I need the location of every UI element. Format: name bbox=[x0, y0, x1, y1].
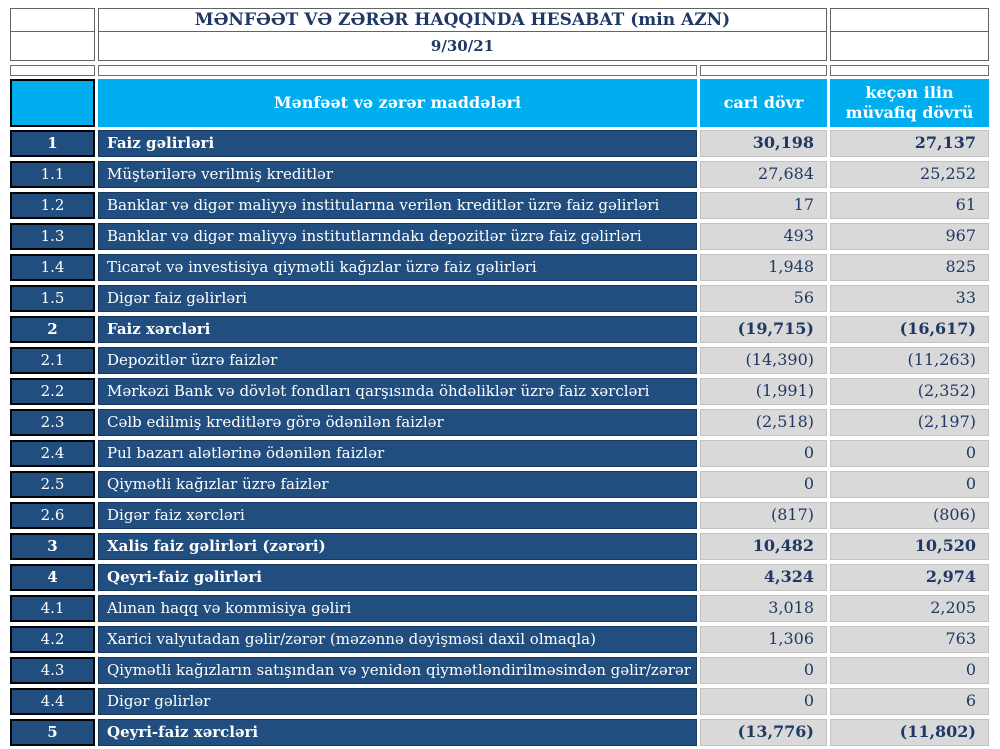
previous-value-cell: 0 bbox=[830, 471, 989, 498]
row-number-cell: 1.1 bbox=[10, 161, 95, 188]
item-label-cell: Banklar və digər maliyyə institutlarındakı depozitlər üzrə faiz gəlirləri bbox=[98, 223, 697, 250]
table-row bbox=[10, 161, 990, 188]
empty-cell bbox=[830, 31, 989, 61]
table-row bbox=[10, 502, 990, 529]
previous-value-cell: (11,263) bbox=[830, 347, 989, 374]
row-number-cell: 4.2 bbox=[10, 626, 95, 653]
table-row bbox=[10, 471, 990, 498]
row-number-cell: 2.2 bbox=[10, 378, 95, 405]
spacer-row bbox=[10, 65, 990, 76]
report-title: MƏNFƏƏT VƏ ZƏRƏR HAQQINDA HESABAT (min AZN) bbox=[98, 8, 827, 32]
table-row bbox=[10, 564, 990, 591]
previous-value-cell: (16,617) bbox=[830, 316, 989, 343]
current-value-cell: 4,324 bbox=[700, 564, 827, 591]
column-header-current-period: cari dövr bbox=[700, 79, 827, 127]
item-label-cell: Xarici valyutadan gəlir/zərər (məzənnə dəyişməsi daxil olmaqla) bbox=[98, 626, 697, 653]
column-header-row bbox=[10, 79, 990, 127]
row-number-cell: 2.1 bbox=[10, 347, 95, 374]
previous-value-cell: (806) bbox=[830, 502, 989, 529]
previous-value-cell: (11,802) bbox=[830, 719, 989, 746]
empty-cell bbox=[10, 31, 95, 61]
current-value-cell: (817) bbox=[700, 502, 827, 529]
row-number-cell: 2.5 bbox=[10, 471, 95, 498]
table-row bbox=[10, 595, 990, 622]
current-value-cell: 30,198 bbox=[700, 130, 827, 157]
item-label-cell: Xalis faiz gəlirləri (zərəri) bbox=[98, 533, 697, 560]
previous-value-cell: 0 bbox=[830, 440, 989, 467]
table-row bbox=[10, 533, 990, 560]
item-label-cell: Mərkəzi Bank və dövlət fondları qarşısında öhdəliklər üzrə faiz xərcləri bbox=[98, 378, 697, 405]
item-label-cell: Pul bazarı alətlərinə ödənilən faizlər bbox=[98, 440, 697, 467]
row-number-cell: 3 bbox=[10, 533, 95, 560]
item-label-cell: Ticarət və investisiya qiymətli kağızlar üzrə faiz gəlirləri bbox=[98, 254, 697, 281]
row-number-cell: 1.3 bbox=[10, 223, 95, 250]
table-row bbox=[10, 285, 990, 312]
empty-cell bbox=[10, 8, 95, 32]
previous-value-cell: 27,137 bbox=[830, 130, 989, 157]
current-value-cell: (2,518) bbox=[700, 409, 827, 436]
row-number-cell: 2.4 bbox=[10, 440, 95, 467]
table-row bbox=[10, 626, 990, 653]
current-value-cell: 56 bbox=[700, 285, 827, 312]
current-value-cell: 3,018 bbox=[700, 595, 827, 622]
row-number-cell: 4.3 bbox=[10, 657, 95, 684]
item-label-cell: Qiymətli kağızlar üzrə faizlər bbox=[98, 471, 697, 498]
row-number-header-cell bbox=[10, 79, 95, 127]
row-number-cell: 1 bbox=[10, 130, 95, 157]
row-number-cell: 2 bbox=[10, 316, 95, 343]
table-row bbox=[10, 347, 990, 374]
previous-value-cell: 25,252 bbox=[830, 161, 989, 188]
rows-container bbox=[10, 130, 990, 746]
current-value-cell: 493 bbox=[700, 223, 827, 250]
report-date: 9/30/21 bbox=[98, 31, 827, 61]
previous-value-cell: (2,197) bbox=[830, 409, 989, 436]
empty-cell bbox=[10, 65, 95, 76]
table-row bbox=[10, 192, 990, 219]
previous-value-cell: 763 bbox=[830, 626, 989, 653]
table-row bbox=[10, 223, 990, 250]
item-label-cell: Banklar və digər maliyyə institularına verilən kreditlər üzrə faiz gəlirləri bbox=[98, 192, 697, 219]
empty-cell bbox=[98, 65, 697, 76]
previous-value-cell: 2,974 bbox=[830, 564, 989, 591]
current-value-cell: 0 bbox=[700, 657, 827, 684]
current-value-cell: (19,715) bbox=[700, 316, 827, 343]
current-value-cell: 1,306 bbox=[700, 626, 827, 653]
previous-value-cell: 825 bbox=[830, 254, 989, 281]
item-label-cell: Alınan haqq və kommisiya gəliri bbox=[98, 595, 697, 622]
row-number-cell: 1.2 bbox=[10, 192, 95, 219]
current-value-cell: 0 bbox=[700, 471, 827, 498]
item-label-cell: Qeyri-faiz xərcləri bbox=[98, 719, 697, 746]
row-number-cell: 2.6 bbox=[10, 502, 95, 529]
current-value-cell: (13,776) bbox=[700, 719, 827, 746]
table-row bbox=[10, 316, 990, 343]
item-label-cell: Cəlb edilmiş kreditlərə görə ödənilən faizlər bbox=[98, 409, 697, 436]
item-label-cell: Digər gəlirlər bbox=[98, 688, 697, 715]
item-label-cell: Faiz xərcləri bbox=[98, 316, 697, 343]
row-number-cell: 1.4 bbox=[10, 254, 95, 281]
previous-value-cell: 967 bbox=[830, 223, 989, 250]
previous-value-cell: 10,520 bbox=[830, 533, 989, 560]
previous-value-cell: 33 bbox=[830, 285, 989, 312]
row-number-cell: 1.5 bbox=[10, 285, 95, 312]
current-value-cell: 0 bbox=[700, 688, 827, 715]
item-label-cell: Digər faiz xərcləri bbox=[98, 502, 697, 529]
current-value-cell: 1,948 bbox=[700, 254, 827, 281]
current-value-cell: 10,482 bbox=[700, 533, 827, 560]
date-row bbox=[10, 32, 990, 62]
row-number-cell: 4.4 bbox=[10, 688, 95, 715]
row-number-cell: 4.1 bbox=[10, 595, 95, 622]
current-value-cell: 0 bbox=[700, 440, 827, 467]
current-value-cell: (14,390) bbox=[700, 347, 827, 374]
table-row bbox=[10, 130, 990, 157]
item-label-cell: Qiymətli kağızların satışından və yenidən qiymətləndirilməsindən gəlir/zərər bbox=[98, 657, 697, 684]
table-row bbox=[10, 688, 990, 715]
table-row bbox=[10, 378, 990, 405]
previous-value-cell: (2,352) bbox=[830, 378, 989, 405]
title-row bbox=[10, 8, 990, 32]
item-label-cell: Qeyri-faiz gəlirləri bbox=[98, 564, 697, 591]
item-label-cell: Müştərilərə verilmiş kreditlər bbox=[98, 161, 697, 188]
row-number-cell: 4 bbox=[10, 564, 95, 591]
column-header-previous-period: keçən ilin müvafiq dövrü bbox=[830, 79, 989, 127]
empty-cell bbox=[700, 65, 827, 76]
table-row bbox=[10, 409, 990, 436]
item-label-cell: Digər faiz gəlirləri bbox=[98, 285, 697, 312]
table-row bbox=[10, 719, 990, 746]
table-row bbox=[10, 254, 990, 281]
previous-value-cell: 2,205 bbox=[830, 595, 989, 622]
table-row bbox=[10, 657, 990, 684]
table-row bbox=[10, 440, 990, 467]
column-header-items: Mənfəət və zərər maddələri bbox=[98, 79, 697, 127]
previous-value-cell: 0 bbox=[830, 657, 989, 684]
item-label-cell: Faiz gəlirləri bbox=[98, 130, 697, 157]
empty-cell bbox=[830, 8, 989, 32]
row-number-cell: 5 bbox=[10, 719, 95, 746]
row-number-cell: 2.3 bbox=[10, 409, 95, 436]
current-value-cell: 27,684 bbox=[700, 161, 827, 188]
current-value-cell: 17 bbox=[700, 192, 827, 219]
item-label-cell: Depozitlər üzrə faizlər bbox=[98, 347, 697, 374]
previous-value-cell: 6 bbox=[830, 688, 989, 715]
empty-cell bbox=[830, 65, 989, 76]
current-value-cell: (1,991) bbox=[700, 378, 827, 405]
previous-value-cell: 61 bbox=[830, 192, 989, 219]
